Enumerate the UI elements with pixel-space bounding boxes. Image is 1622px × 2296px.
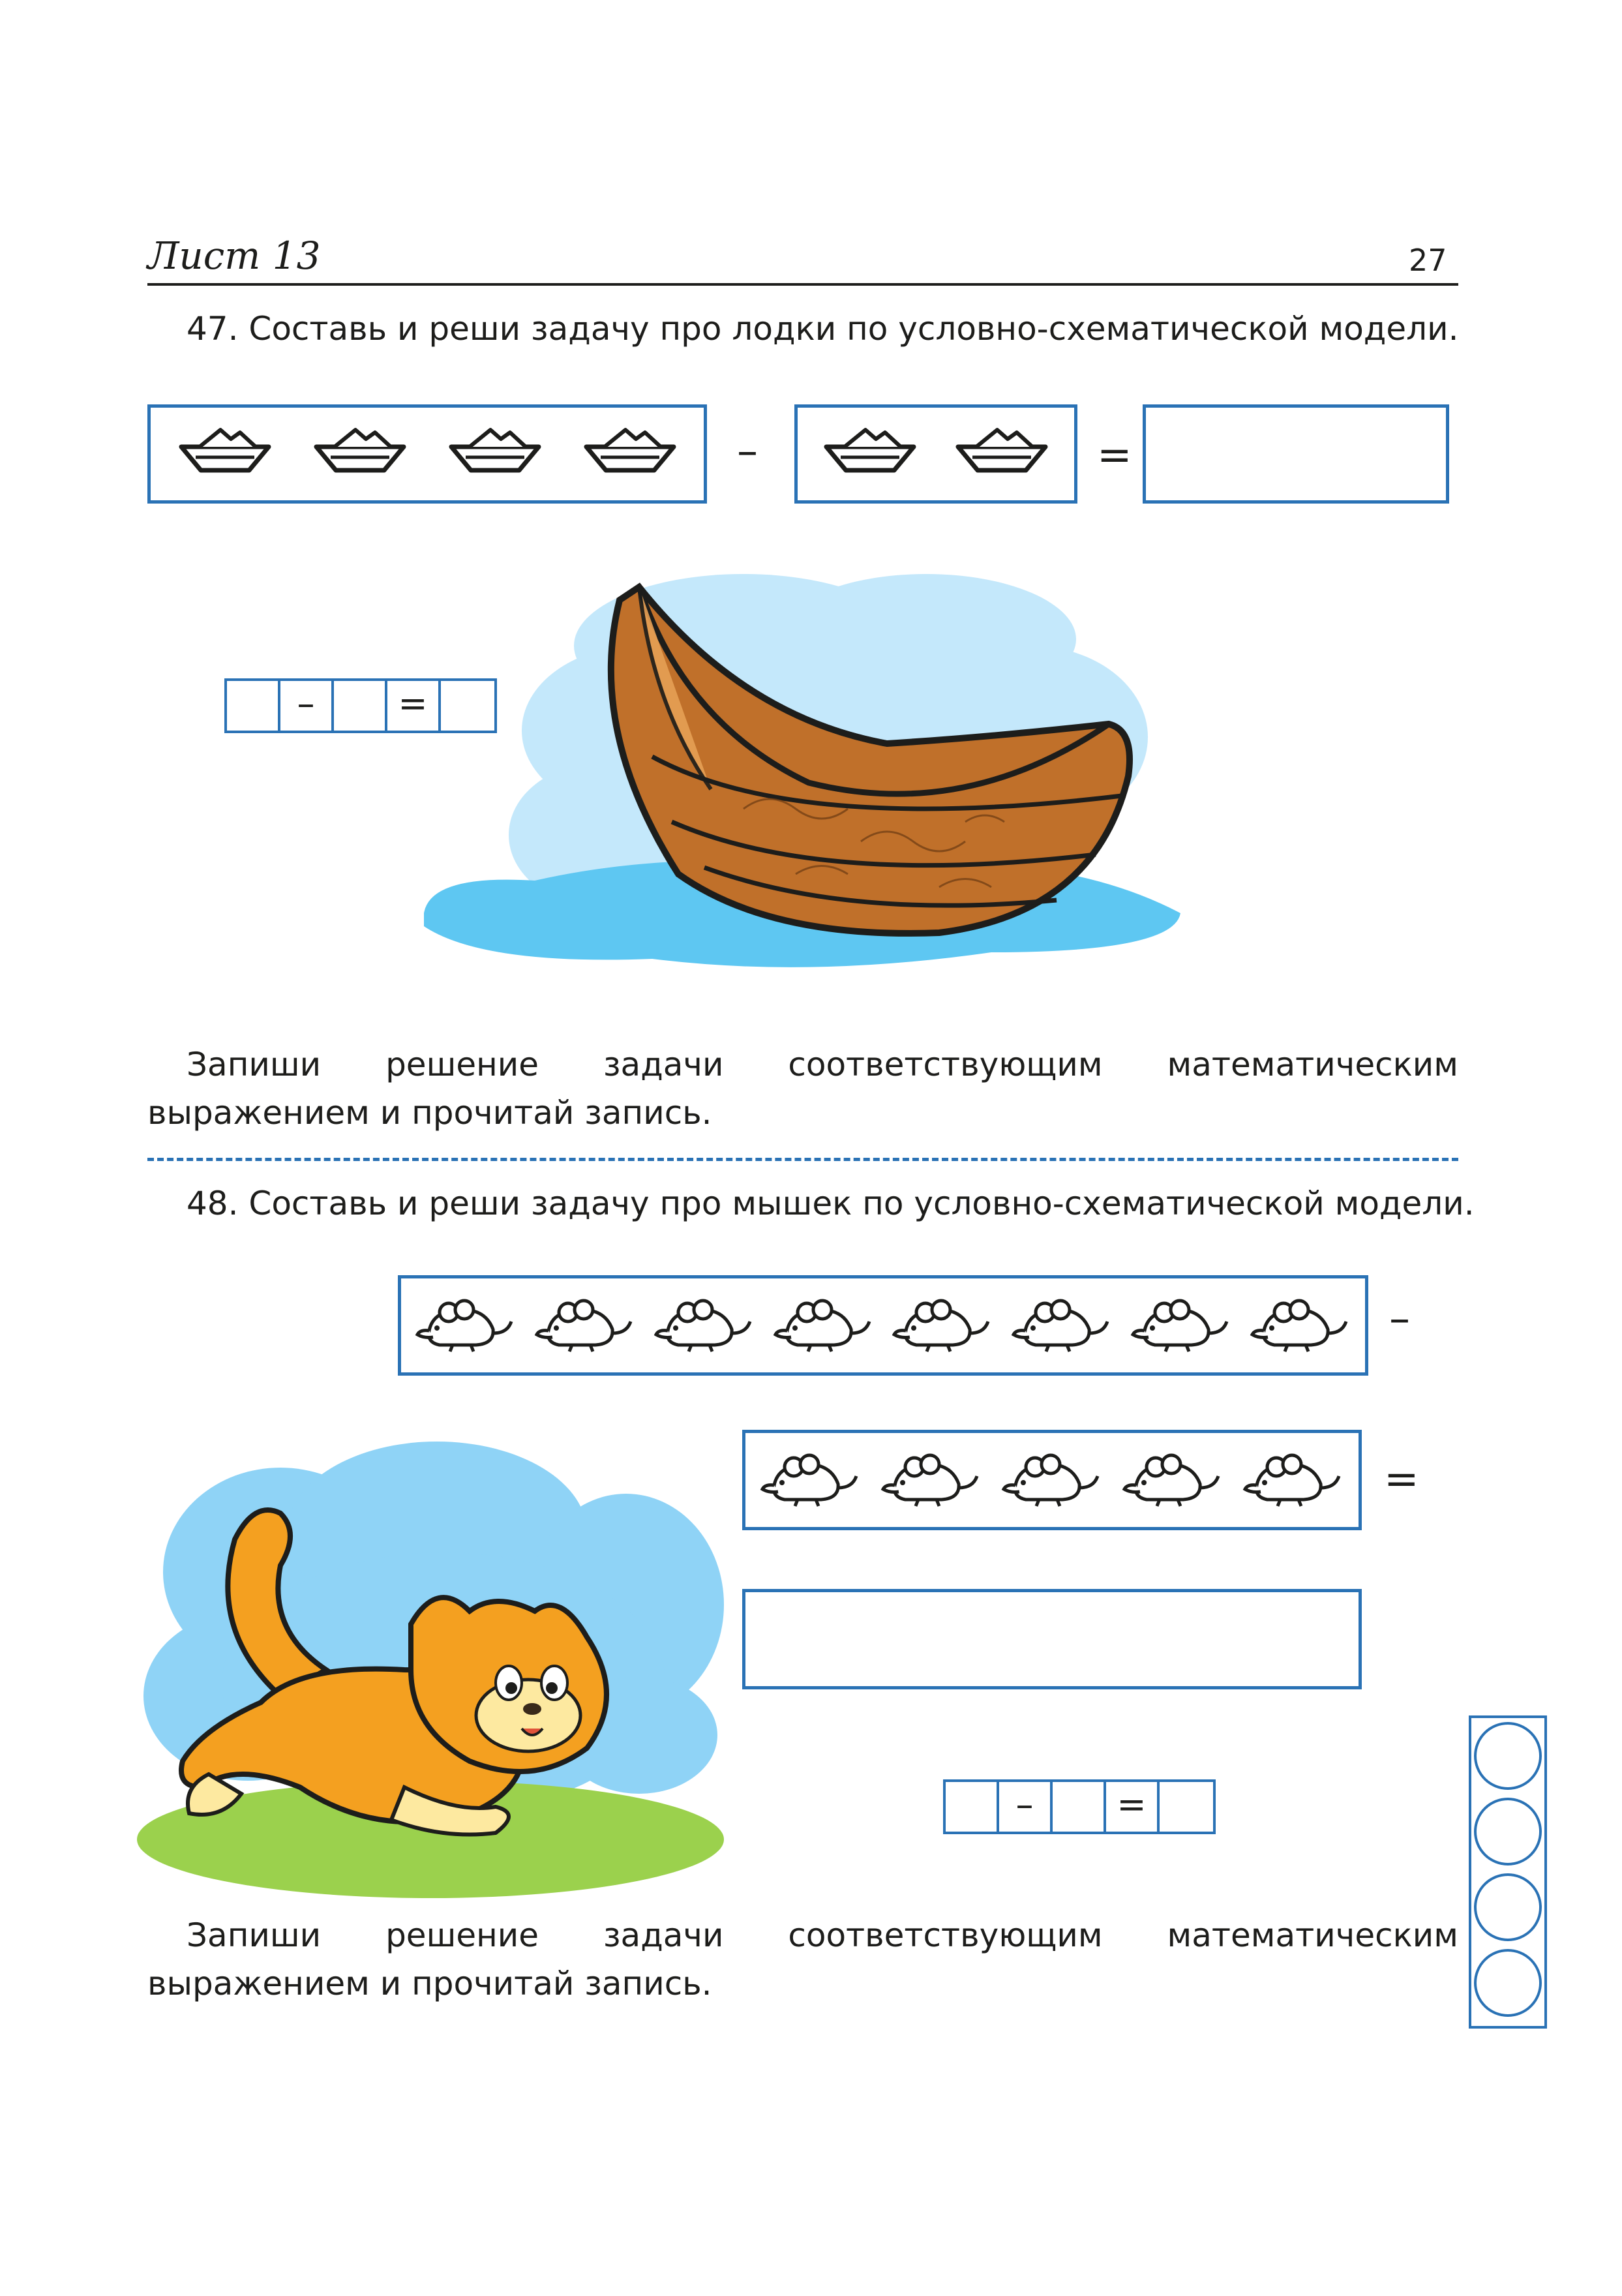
mice-result-box[interactable]: [742, 1589, 1362, 1689]
assessment-circle[interactable]: [1474, 1722, 1542, 1790]
paper-boat-icon: [821, 425, 919, 486]
mouse-icon: [1241, 1447, 1345, 1515]
answer-cell: –: [999, 1782, 1053, 1832]
mouse-icon: [1010, 1293, 1114, 1361]
self-assessment-circles: [1469, 1715, 1547, 2029]
boat-illustration: [404, 561, 1213, 991]
section-divider: [147, 1158, 1458, 1161]
boats-result-box[interactable]: [1143, 404, 1449, 504]
task-48-prompt: 48. Составь и реши задачу про мышек по условно-схематической модели.: [187, 1185, 1475, 1222]
answer-cell[interactable]: [1053, 1782, 1106, 1832]
mouse-icon: [652, 1293, 757, 1361]
sheet-title: Лист 13: [147, 234, 321, 278]
mice-subtrahend-box: [742, 1430, 1362, 1530]
mouse-icon: [1120, 1447, 1225, 1515]
paper-boat-icon: [446, 425, 544, 486]
answer-cell: –: [280, 681, 334, 731]
answer-cell[interactable]: [1160, 1782, 1213, 1832]
boats-minuend-box: [147, 404, 707, 504]
answer-cell[interactable]: [946, 1782, 999, 1832]
answer-cell: =: [387, 681, 441, 731]
paper-boat-icon: [311, 425, 409, 486]
task-48-instruction: Запиши решение задачи соответствующим математическим выражением и прочитай запись.: [147, 1916, 1458, 2002]
assessment-circle[interactable]: [1474, 1949, 1542, 2017]
equals-sign: =: [1384, 1455, 1419, 1503]
task-47-instruction: Запиши решение задачи соответствующим математическим выражением и прочитай запись.: [147, 1046, 1458, 1132]
cat-illustration: [130, 1422, 743, 1905]
boats-subtrahend-box: [794, 404, 1077, 504]
assessment-circle[interactable]: [1474, 1873, 1542, 1941]
mouse-icon: [879, 1447, 984, 1515]
mice-minuend-box: [398, 1275, 1368, 1376]
mouse-icon: [533, 1293, 637, 1361]
equals-sign: =: [1097, 431, 1132, 479]
paper-boat-icon: [176, 425, 274, 486]
mouse-icon: [772, 1293, 876, 1361]
mouse-icon: [890, 1293, 995, 1361]
paper-boat-icon: [953, 425, 1051, 486]
mouse-icon: [1129, 1293, 1233, 1361]
mouse-icon: [1000, 1447, 1104, 1515]
minus-sign: –: [737, 427, 758, 476]
mouse-icon: [758, 1447, 863, 1515]
assessment-circle[interactable]: [1474, 1798, 1542, 1865]
header-rule: [147, 283, 1458, 286]
page-number: 27: [1409, 243, 1447, 278]
task-47-prompt: 47. Составь и реши задачу про лодки по условно-схематической модели.: [187, 310, 1459, 348]
paper-boat-icon: [581, 425, 679, 486]
minus-sign: –: [1389, 1295, 1410, 1343]
answer-cell[interactable]: [227, 681, 280, 731]
answer-cell[interactable]: [334, 681, 387, 731]
answer-cell: =: [1106, 1782, 1160, 1832]
mouse-icon: [413, 1293, 518, 1361]
task-48-answer-row: [943, 1779, 1216, 1834]
mouse-icon: [1248, 1293, 1353, 1361]
